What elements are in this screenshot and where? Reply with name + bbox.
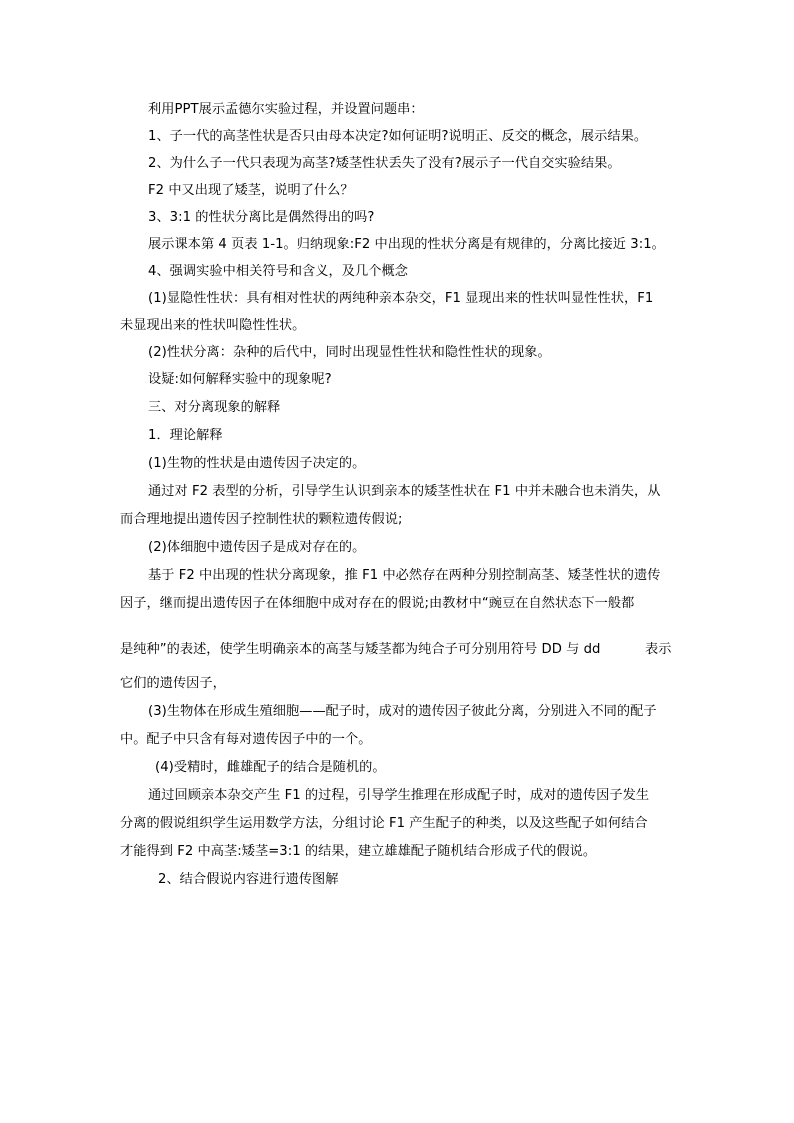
text-line: 利用PPT展示孟德尔实验过程，并设置问题串： — [148, 102, 424, 117]
text-line: 因子，继而提出遗传因子在体细胞中成对存在的假说;由教材中“豌豆在自然状态下一般都 — [120, 596, 635, 611]
text-line: 而合理地提出遗传因子控制性状的颗粒遗传假说; — [120, 512, 403, 527]
text-line: 设疑:如何解释实验中的现象呢? — [148, 372, 332, 387]
text-line: 未显现出来的性状叫隐性性状。 — [120, 318, 306, 333]
subsection-heading: 1．理论解释 — [148, 428, 223, 443]
text-line: 1、子一代的高茎性状是否只由母本决定?如何证明?说明正、反交的概念，展示结果。 — [148, 129, 648, 144]
text-line: (1)生物的性状是由遗传因子决定的。 — [148, 456, 366, 471]
text-line: (2)体细胞中遗传因子是成对存在的。 — [148, 540, 366, 555]
text-line: 中。配子中只含有每对遗传因子中的一个。 — [120, 732, 372, 747]
text-line: 分离的假说组织学生运用数学方法，分组讨论 F1 产生配子的种类，以及这些配子如何结合 — [120, 816, 648, 831]
text-line: 展示课本第 4 页表 1-1。归纳现象:F2 中出现的性状分离是有规律的，分离比接近 3:1。 — [148, 237, 665, 252]
section-heading: 三、对分离现象的解释 — [148, 400, 281, 415]
text-line: 基于 F2 中出现的性状分离现象，推 F1 中必然存在两种分别控制高茎、矮茎性状的遗传 — [148, 568, 661, 583]
text-line: (4)受精时，雌雄配子的结合是随机的。 — [155, 760, 386, 775]
text-line: 表示 — [645, 642, 672, 657]
text-line: 是纯种”的表述，使学生明确亲本的高茎与矮茎都为纯合子可分别用符号 DD 与 dd — [120, 642, 601, 657]
text-line: (3)生物体在形成生殖细胞——配子时，成对的遗传因子彼此分离，分别进入不同的配子 — [148, 704, 657, 719]
text-line: 它们的遗传因子， — [120, 676, 226, 691]
text-line: 4、强调实验中相关符号和含义，及几个概念 — [148, 264, 408, 279]
subsection-heading: 2、结合假说内容进行遗传图解 — [158, 872, 339, 887]
text-line: 通过对 F2 表型的分析，引导学生认识到亲本的矮茎性状在 F1 中并未融合也未消失，从 — [148, 484, 661, 499]
text-line: F2 中又出现了矮茎，说明了什么？ — [148, 183, 354, 198]
text-line: (1)显隐性性状：具有相对性状的两纯种亲本杂交，F1 显现出来的性状叫显性性状，F1 — [148, 291, 654, 306]
text-line: 2、为什么子一代只表现为高茎?矮茎性状丢失了没有?展示子一代自交实验结果。 — [148, 156, 621, 171]
text-line: 通过回顾亲本杂交产生 F1 的过程，引导学生推理在形成配子时，成对的遗传因子发生 — [148, 788, 650, 803]
text-line: (2)性状分离：杂种的后代中，同时出现显性性状和隐性性状的现象。 — [148, 345, 551, 360]
text-line: 3、3:1 的性状分离比是偶然得出的吗? — [148, 210, 375, 225]
text-line: 才能得到 F2 中高茎:矮茎=3:1 的结果，建立雄雄配子随机结合形成子代的假说。 — [120, 844, 597, 859]
